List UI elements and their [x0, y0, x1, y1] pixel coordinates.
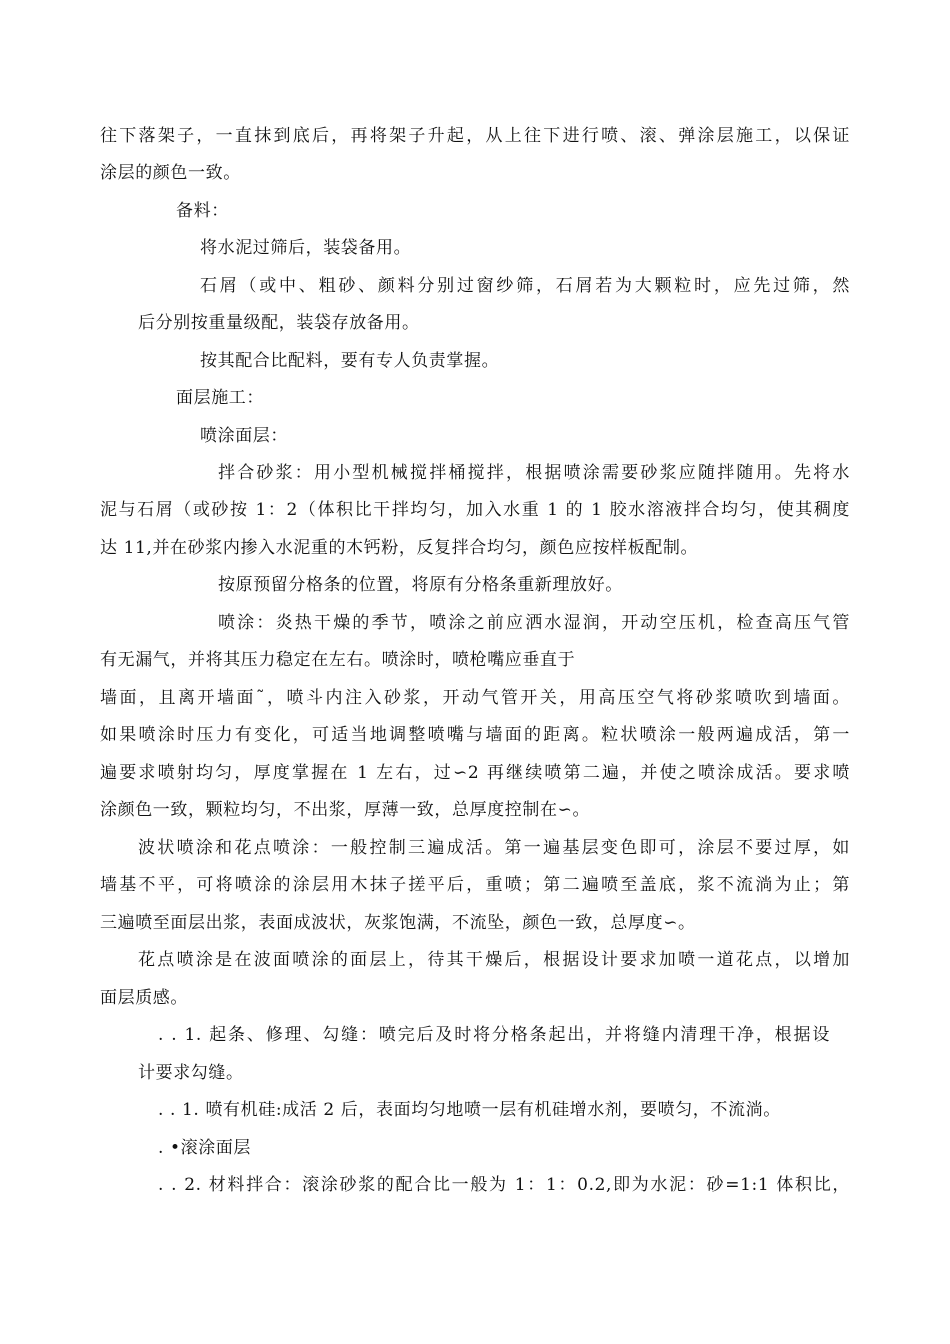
- paragraph-line: 泥与石屑（或砂按 1：2（体积比干拌均匀，加入水重 1 的 1 胶水溶液拌合均匀，使其稠度: [100, 500, 850, 520]
- numbered-item: . . 1. 喷有机硅:成活 2 后，表面均匀地喷一层有机硅增水剂，要喷匀，不流淌。: [158, 1100, 781, 1120]
- section-heading: 面层施工：: [176, 388, 264, 408]
- paragraph-line: 涂层的颜色一致。: [100, 163, 241, 183]
- paragraph-line: 面层质感。: [100, 988, 188, 1008]
- subsection-heading: . •滚涂面层: [158, 1138, 252, 1158]
- numbered-item: . . 2. 材料拌合：滚涂砂浆的配合比一般为 1：1：0.2,即为水泥：砂=1:1 体积比，: [158, 1175, 850, 1195]
- paragraph-line: 波状喷涂和花点喷涂：一般控制三遍成活。第一遍基层变色即可，涂层不要过厚，如: [138, 838, 850, 858]
- paragraph-line: 墙面，且离开墙面˜，喷斗内注入砂浆，开动气管开关，用高压空气将砂浆喷吹到墙面。: [100, 688, 850, 708]
- paragraph-line: 花点喷涂是在波面喷涂的面层上，待其干燥后，根据设计要求加喷一道花点，以增加: [138, 950, 850, 970]
- paragraph-line: 涂颜色一致，颗粒均匀，不出浆，厚薄一致，总厚度控制在∽。: [100, 800, 591, 820]
- paragraph-line: 遍要求喷射均匀，厚度掌握在 1 左右，过∽2 再继续喷第二遍，并使之喷涂成活。要求喷: [100, 763, 850, 783]
- subsection-heading: 喷涂面层：: [200, 426, 288, 446]
- paragraph-line: 后分别按重量级配，装袋存放备用。: [138, 313, 420, 333]
- paragraph-line: 将水泥过筛后，装袋备用。: [200, 238, 412, 258]
- paragraph-line: 喷涂：炎热干燥的季节，喷涂之前应洒水湿润，开动空压机，检查高压气管: [218, 613, 850, 633]
- paragraph-line: 按原预留分格条的位置，将原有分格条重新理放好。: [218, 575, 623, 595]
- paragraph-line: 拌合砂浆：用小型机械搅拌桶搅拌，根据喷涂需要砂浆应随拌随用。先将水: [218, 463, 850, 483]
- paragraph-line: 计要求勾缝。: [138, 1063, 244, 1083]
- section-heading: 备料：: [176, 201, 229, 221]
- paragraph-line: 往下落架子，一直抹到底后，再将架子升起，从上往下进行喷、滚、弹涂层施工，以保证: [100, 126, 850, 146]
- paragraph-line: 墙基不平，可将喷涂的涂层用木抹子搓平后，重喷；第二遍喷至盖底，浆不流淌为止；第: [100, 875, 850, 895]
- paragraph-line: 达 11,并在砂浆内掺入水泥重的木钙粉，反复拌合均匀，颜色应按样板配制。: [100, 538, 699, 558]
- paragraph-line: 有无漏气，并将其压力稳定在左右。喷涂时，喷枪嘴应垂直于: [100, 650, 576, 670]
- paragraph-line: 按其配合比配料，要有专人负责掌握。: [200, 351, 500, 371]
- paragraph-line: 如果喷涂时压力有变化，可适当地调整喷嘴与墙面的距离。粒状喷涂一般两遍成活，第一: [100, 725, 850, 745]
- paragraph-line: 三遍喷至面层出浆，表面成波状，灰浆饱满，不流坠，颜色一致，总厚度∽。: [100, 913, 696, 933]
- numbered-item: . . 1. 起条、修理、勾缝：喷完后及时将分格条起出，并将缝内清理干净，根据设: [158, 1025, 830, 1045]
- paragraph-line: 石屑（或中、粗砂、颜料分别过窗纱筛，石屑若为大颗粒时，应先过筛，然: [200, 276, 850, 296]
